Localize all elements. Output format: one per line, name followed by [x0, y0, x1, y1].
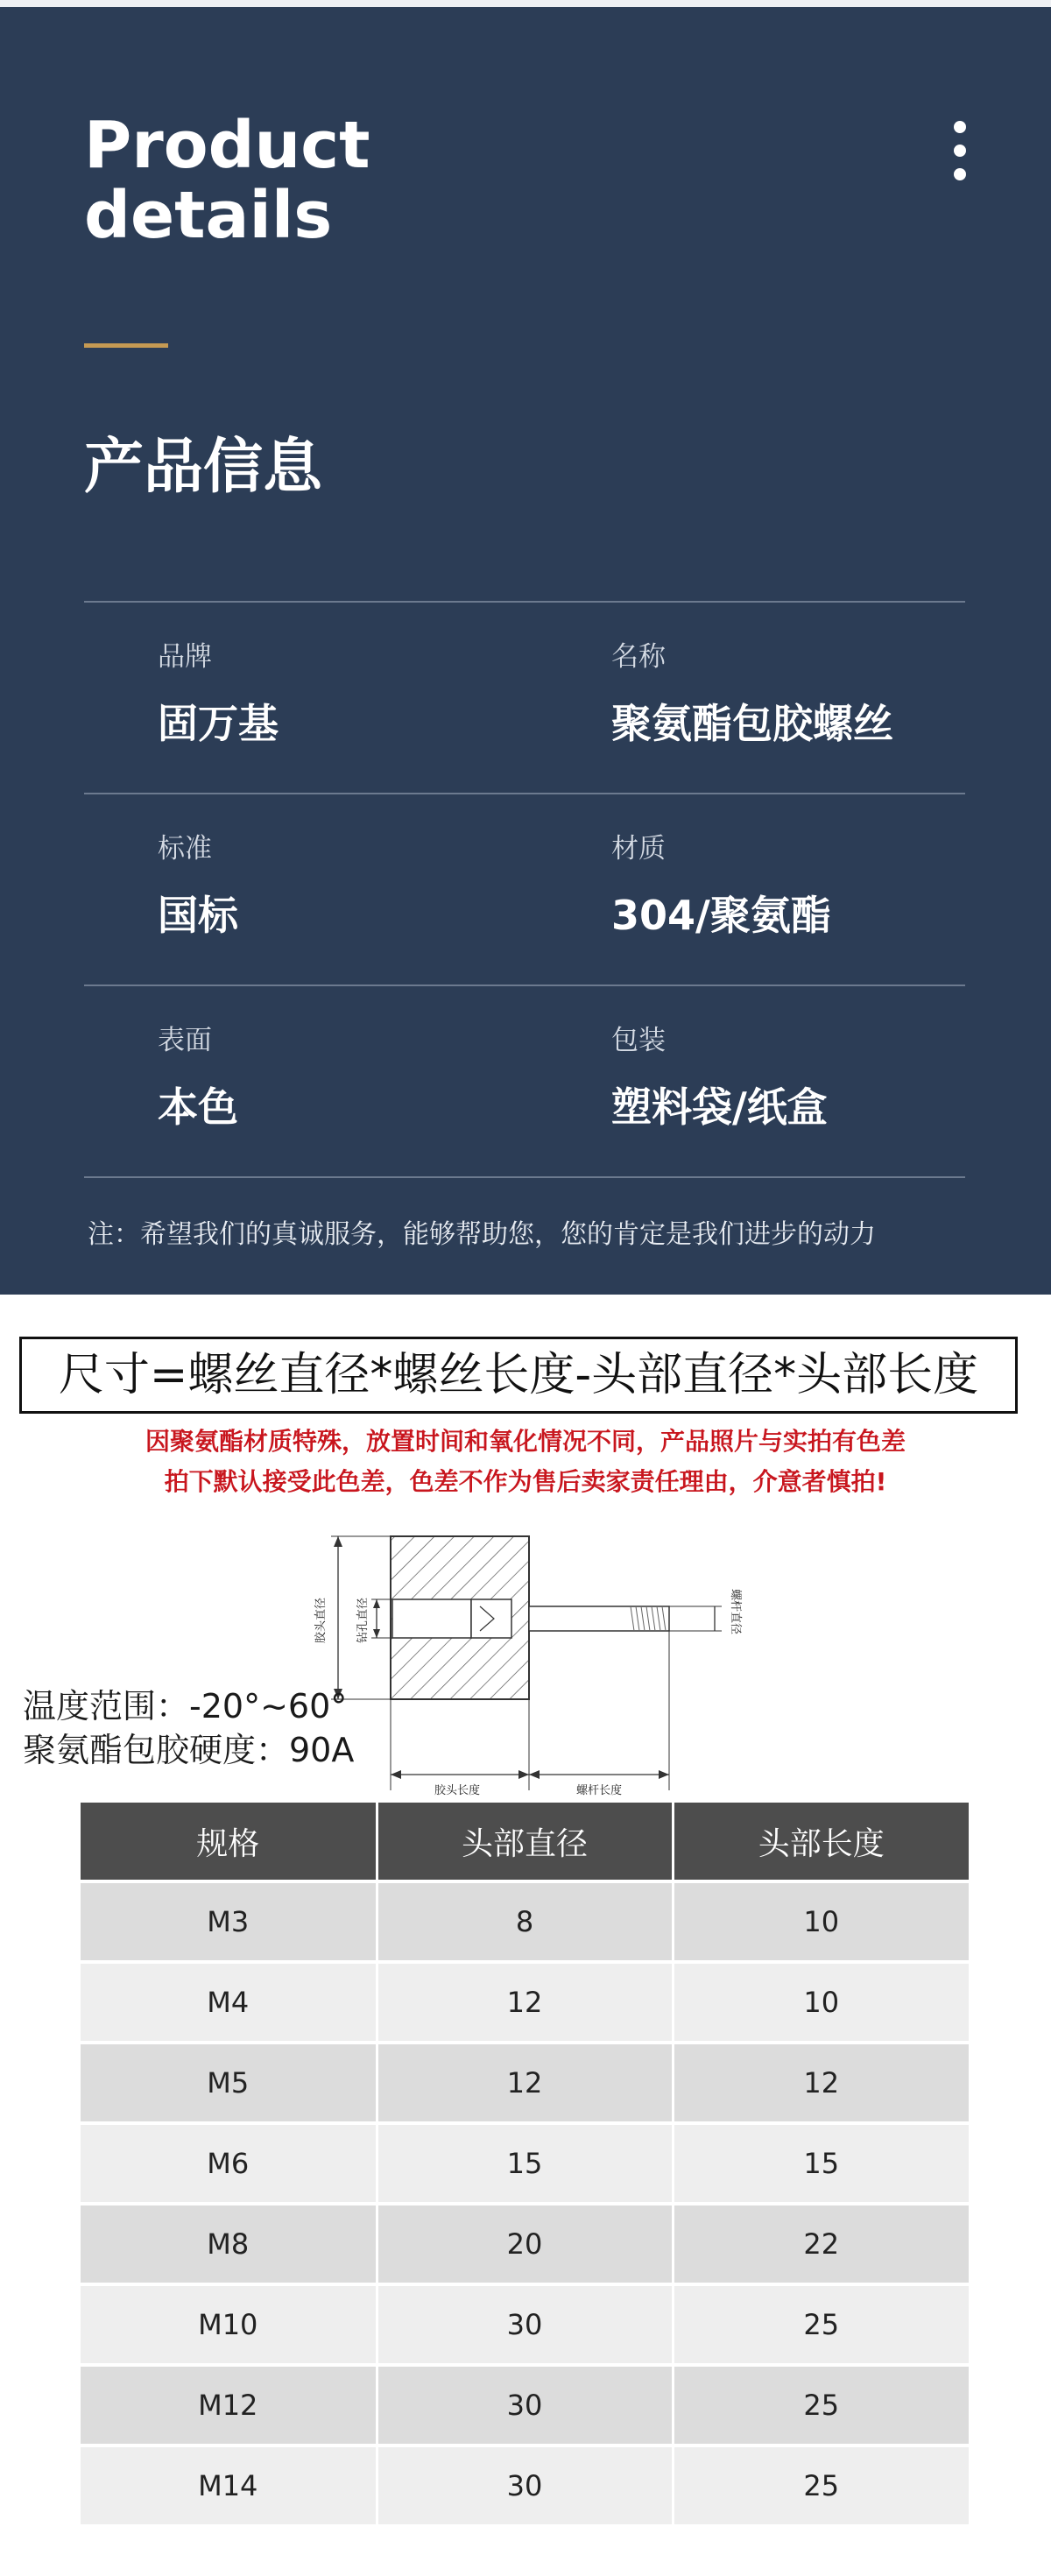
info-label: 标准	[158, 833, 212, 865]
screw-head-shape	[471, 1599, 511, 1638]
label-rod-length: 螺杆长度	[576, 1784, 623, 1797]
cell-head-length: 10	[673, 1881, 969, 1962]
cell-head-diameter: 12	[377, 1962, 673, 2043]
header-spec: 规格	[81, 1803, 377, 1881]
size-spec-table	[81, 1803, 969, 2524]
info-label: 品牌	[158, 641, 212, 673]
cell-head-length: 10	[673, 1962, 969, 2043]
table-row	[81, 1881, 969, 1962]
hardness-spec: 聚氨酯包胶硬度：90A	[23, 1731, 355, 1769]
cell-spec: M14	[81, 2445, 377, 2524]
info-row	[84, 793, 965, 985]
drill-hole-shape	[392, 1599, 471, 1638]
cell-head-length: 22	[673, 2204, 969, 2284]
info-label: 包装	[611, 1025, 666, 1056]
cell-spec: M12	[81, 2365, 377, 2445]
cell-head-diameter: 8	[377, 1881, 673, 1962]
info-label: 表面	[158, 1025, 212, 1056]
service-note: 注：希望我们的真诚服务，能够帮助您，您的肯定是我们进步的动力	[88, 1219, 876, 1250]
info-label: 材质	[611, 833, 666, 865]
cell-head-length: 12	[673, 2043, 969, 2123]
info-value: 塑料袋/纸盒	[611, 1083, 828, 1131]
top-strip	[0, 0, 1051, 7]
product-info-grid	[84, 601, 965, 1178]
cell-head-diameter: 30	[377, 2445, 673, 2524]
cell-head-diameter: 15	[377, 2123, 673, 2204]
cell-spec: M4	[81, 1962, 377, 2043]
label-rod-diameter: 螺杆直径	[729, 1589, 742, 1635]
info-value: 聚氨酯包胶螺丝	[611, 700, 893, 747]
cell-spec: M6	[81, 2123, 377, 2204]
info-value: 本色	[158, 1083, 238, 1131]
table-row	[81, 2204, 969, 2284]
info-label: 名称	[611, 641, 666, 673]
cell-spec: M10	[81, 2284, 377, 2365]
color-warning-line-2: 拍下默认接受此色差，色差不作为售后卖家责任理由，介意者慎拍!	[164, 1467, 887, 1496]
info-row	[84, 985, 965, 1178]
label-hole-diameter: 钻孔直径	[356, 1597, 370, 1643]
label-head-diameter: 胶头直径	[314, 1597, 328, 1643]
cell-head-diameter: 30	[377, 2284, 673, 2365]
size-formula-banner: 尺寸=螺丝直径*螺丝长度-头部直径*头部长度	[19, 1337, 1018, 1414]
info-cell-material	[611, 831, 831, 942]
cell-spec: M8	[81, 2204, 377, 2284]
cell-spec: M3	[81, 1881, 377, 1962]
table-row	[81, 1962, 969, 2043]
info-value: 304/聚氨酯	[611, 892, 831, 939]
table-row	[81, 2445, 969, 2524]
temperature-range: 温度范围：-20°~60°	[23, 1687, 348, 1726]
more-options-icon[interactable]	[948, 116, 972, 186]
table-header-row	[81, 1803, 969, 1881]
label-head-length: 胶头长度	[434, 1784, 481, 1797]
accent-divider	[84, 343, 168, 348]
header-head-diameter: 头部直径	[377, 1803, 673, 1881]
section-title: 产品信息	[84, 433, 323, 502]
info-cell-standard	[158, 831, 238, 942]
info-cell-packaging	[611, 1023, 828, 1133]
page-title	[84, 110, 610, 251]
table-row	[81, 2123, 969, 2204]
cell-head-diameter: 12	[377, 2043, 673, 2123]
info-cell-name	[611, 639, 893, 750]
cell-head-length: 25	[673, 2445, 969, 2524]
table-row	[81, 2284, 969, 2365]
info-row	[84, 601, 965, 793]
header-head-length: 头部长度	[673, 1803, 969, 1881]
product-details-panel	[0, 7, 1051, 1295]
cell-head-length: 25	[673, 2284, 969, 2365]
info-cell-surface	[158, 1023, 238, 1133]
cell-head-length: 15	[673, 2123, 969, 2204]
size-spec-panel	[0, 1295, 1051, 2576]
cell-head-diameter: 20	[377, 2204, 673, 2284]
table-row	[81, 2043, 969, 2123]
cell-spec: M5	[81, 2043, 377, 2123]
title-line-1: Product	[84, 108, 370, 183]
title-line-2: details	[84, 178, 333, 253]
info-value: 固万基	[158, 700, 279, 747]
cell-head-length: 25	[673, 2365, 969, 2445]
info-value: 国标	[158, 892, 238, 939]
color-warning-line-1: 因聚氨酯材质特殊，放置时间和氧化情况不同，产品照片与实拍有色差	[145, 1427, 906, 1456]
cell-head-diameter: 30	[377, 2365, 673, 2445]
table-row	[81, 2365, 969, 2445]
info-cell-brand	[158, 639, 279, 750]
